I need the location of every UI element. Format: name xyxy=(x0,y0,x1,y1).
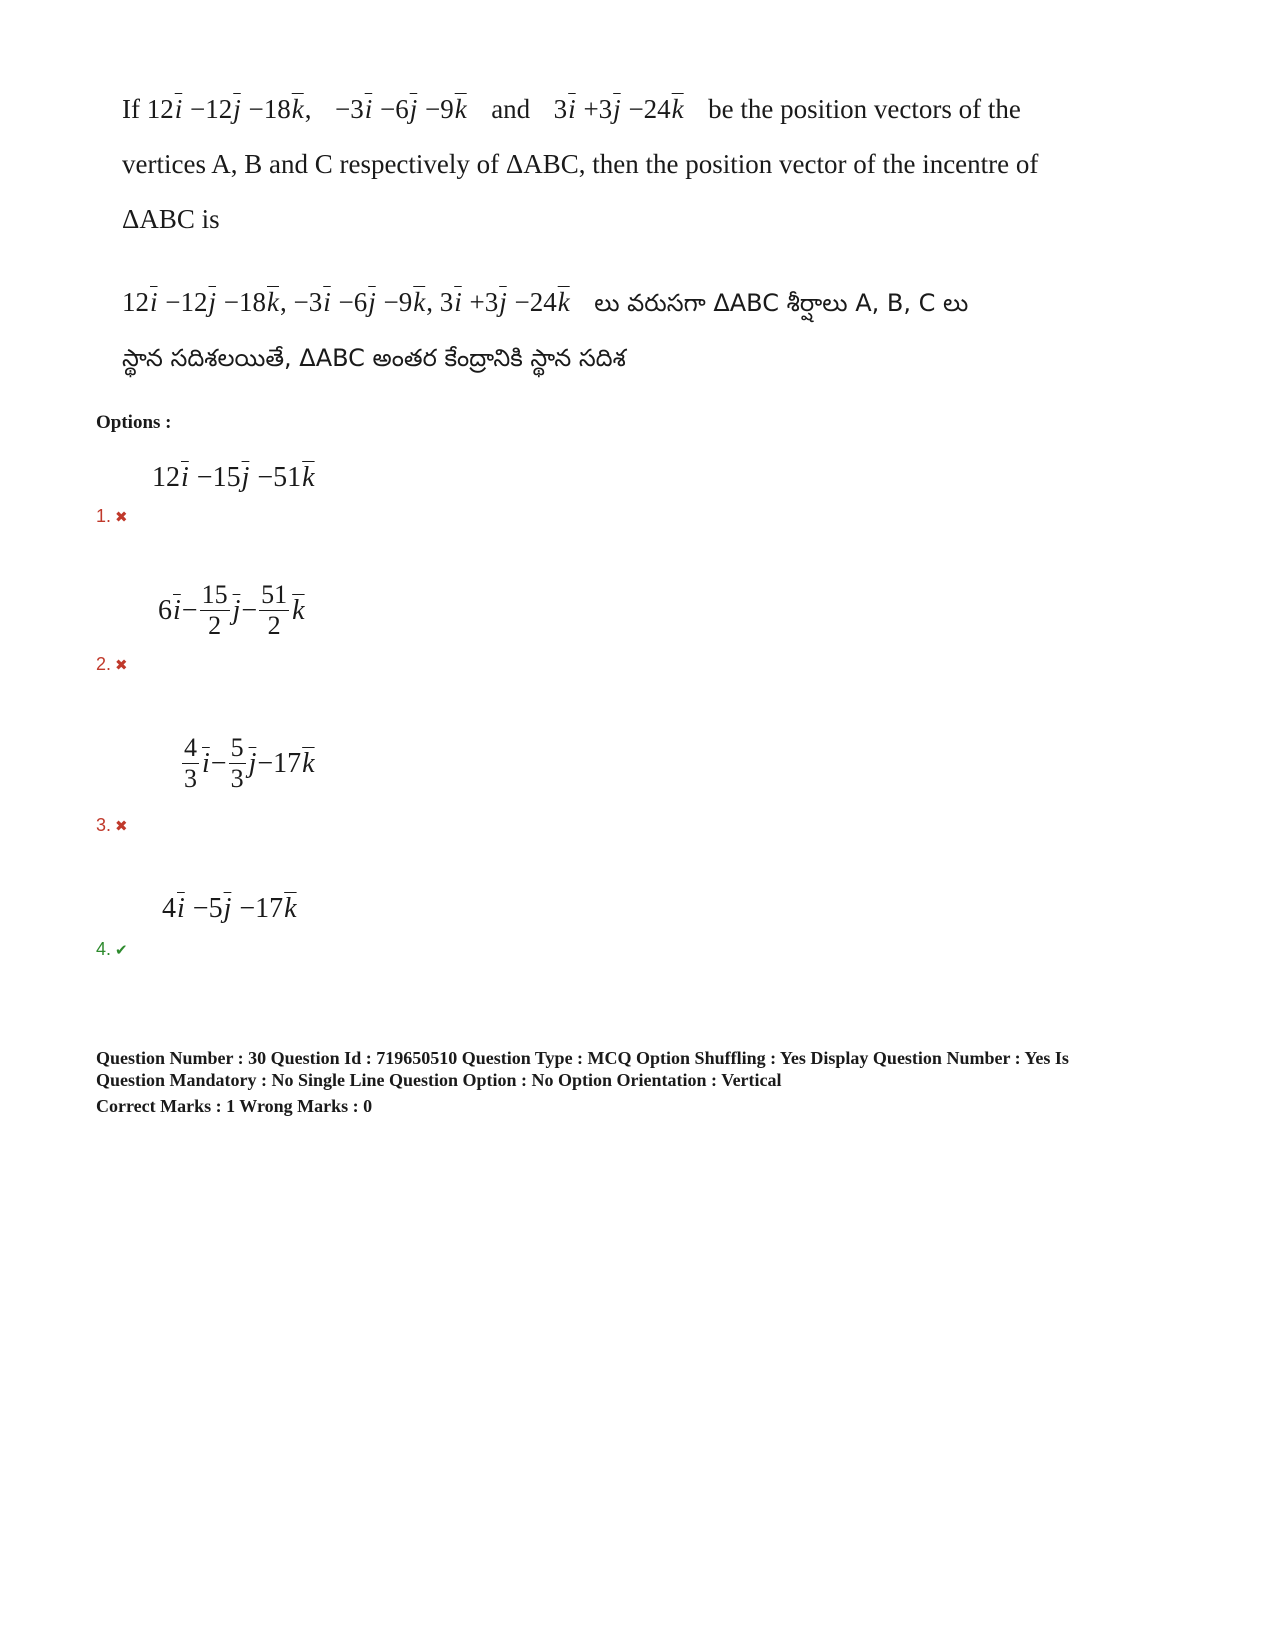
unit-k: $\overline{k}$ xyxy=(671,94,684,124)
coef: 3 xyxy=(553,94,568,124)
coef: −3 xyxy=(334,94,364,124)
option-number: 3. xyxy=(96,815,112,835)
question-metadata xyxy=(96,1047,1196,1117)
question-telugu-line-1 xyxy=(122,275,1162,331)
vector-a xyxy=(122,287,293,317)
unit-i: $\overline{i}$ xyxy=(364,94,373,124)
options-label: Options : xyxy=(96,412,172,433)
coef: −18 xyxy=(248,94,291,124)
fraction xyxy=(182,735,199,792)
coef: 3 xyxy=(439,287,454,317)
fraction xyxy=(229,735,246,792)
unit-i: $\overline{i}$ xyxy=(202,747,210,779)
coef: −24 xyxy=(628,94,671,124)
vector-c xyxy=(554,94,692,124)
unit-j: $\overline{j}$ xyxy=(241,462,250,493)
option-4-expression xyxy=(162,893,298,925)
option-4-number xyxy=(96,939,128,960)
option-1-number xyxy=(96,506,128,527)
numerator: 4 xyxy=(184,733,197,762)
coef: −6 xyxy=(379,94,409,124)
unit-k: $\overline{k}$ xyxy=(302,462,315,493)
option-3[interactable] xyxy=(96,735,696,845)
unit-i: $\overline{i}$ xyxy=(174,94,183,124)
unit-i: $\overline{i}$ xyxy=(150,287,158,317)
option-2-expression xyxy=(158,582,306,639)
unit-i: $\overline{i}$ xyxy=(177,893,185,924)
unit-k: $\overline{k}$ xyxy=(284,893,297,924)
unit-i: $\overline{i}$ xyxy=(323,287,331,317)
comma: , xyxy=(304,94,312,124)
question-english-line-2: vertices A, B and C respectively of ΔABC, then the position vector of the incentre of xyxy=(122,149,1039,179)
coef: 6 xyxy=(158,594,172,626)
cross-icon: ✖ xyxy=(115,508,128,526)
option-number: 1. xyxy=(96,506,112,526)
minus: − xyxy=(181,594,198,626)
option-3-expression xyxy=(180,735,316,792)
denominator: 3 xyxy=(230,764,244,793)
unit-k: $\overline{k}$ xyxy=(302,747,315,779)
coef: −12 xyxy=(165,287,208,317)
coef: +3 xyxy=(583,94,613,124)
coef: −18 xyxy=(223,287,266,317)
coef: −3 xyxy=(293,287,323,317)
cross-icon: ✖ xyxy=(115,817,128,835)
text-if: If xyxy=(122,94,140,124)
unit-k: $\overline{k}$ xyxy=(413,287,426,317)
unit-j: $\overline{j}$ xyxy=(499,287,507,317)
unit-j: $\overline{j}$ xyxy=(233,94,241,124)
option-4[interactable] xyxy=(96,893,696,973)
telugu-text: లు వరుసగా ΔABC శీర్షాలు A, B, C లు xyxy=(594,289,969,317)
numerator: 5 xyxy=(230,733,244,762)
unit-k: $\overline{k}$ xyxy=(267,287,279,317)
coef: −5 xyxy=(192,893,223,924)
comma: , xyxy=(426,287,433,317)
coef: −12 xyxy=(190,94,233,124)
option-1[interactable] xyxy=(96,462,696,532)
unit-i: $\overline{i}$ xyxy=(173,594,181,626)
denominator: 2 xyxy=(267,611,281,640)
marks-line: Correct Marks : 1 Wrong Marks : 0 xyxy=(96,1096,373,1116)
option-2[interactable] xyxy=(96,582,696,682)
coef: 12 xyxy=(152,462,180,493)
coef: −17 xyxy=(257,747,302,779)
coef: −51 xyxy=(257,462,302,493)
coef: 12 xyxy=(146,94,174,124)
unit-j: $\overline{j}$ xyxy=(232,594,241,626)
unit-k: $\overline{k}$ xyxy=(291,94,304,124)
unit-k: $\overline{k}$ xyxy=(292,594,305,626)
vector-b xyxy=(335,94,474,124)
vector-c xyxy=(440,287,578,317)
unit-j: $\overline{j}$ xyxy=(248,747,257,779)
metadata-line-1: Question Number : 30 Question Id : 719650510 Question Type : MCQ Option Shuffling : Yes Display Question Number : Yes Is xyxy=(96,1048,1069,1068)
unit-j: $\overline{j}$ xyxy=(613,94,621,124)
coef: −24 xyxy=(514,287,557,317)
unit-j: $\overline{j}$ xyxy=(208,287,217,317)
question-english-line-1 xyxy=(122,82,1162,137)
coef: 12 xyxy=(122,287,149,317)
minus: − xyxy=(210,747,227,779)
coef: −17 xyxy=(239,893,284,924)
vector-a xyxy=(147,94,318,124)
coef: −15 xyxy=(196,462,241,493)
metadata-line-2: Question Mandatory : No Single Line Question Option : No Option Orientation : Vertical xyxy=(96,1070,782,1090)
denominator: 3 xyxy=(184,764,197,793)
coef: +3 xyxy=(469,287,499,317)
comma: , xyxy=(279,287,287,317)
coef: −6 xyxy=(338,287,368,317)
option-3-number xyxy=(96,815,128,836)
text-and: and xyxy=(491,94,531,124)
question-telugu-line-2: స్థాన సదిశలయితే, ΔABC అంతర కేంద్రానికి స్థాన సదిశ xyxy=(122,344,626,372)
question-block xyxy=(122,82,1162,386)
unit-i: $\overline{i}$ xyxy=(454,287,462,317)
cross-icon: ✖ xyxy=(115,656,128,674)
unit-j: $\overline{j}$ xyxy=(409,94,418,124)
unit-k: $\overline{k}$ xyxy=(557,287,570,317)
denominator: 2 xyxy=(208,611,222,640)
text-suffix: be the position vectors of the xyxy=(708,94,1021,124)
check-icon: ✔ xyxy=(115,941,128,959)
unit-i: $\overline{i}$ xyxy=(181,462,189,493)
option-number: 4. xyxy=(96,939,112,959)
coef: 4 xyxy=(162,893,176,924)
unit-j: $\overline{j}$ xyxy=(223,893,232,924)
option-1-expression xyxy=(152,462,316,494)
fraction xyxy=(200,582,230,639)
vector-b xyxy=(293,287,439,317)
coef: −9 xyxy=(383,287,413,317)
numerator: 51 xyxy=(261,580,288,609)
option-2-number xyxy=(96,654,128,675)
unit-k: $\overline{k}$ xyxy=(454,94,467,124)
numerator: 15 xyxy=(201,580,228,609)
question-english-line-3: ΔABC is xyxy=(122,204,220,234)
minus: − xyxy=(241,594,258,626)
unit-j: $\overline{j}$ xyxy=(368,287,376,317)
fraction xyxy=(259,582,289,639)
option-number: 2. xyxy=(96,654,112,674)
coef: −9 xyxy=(424,94,454,124)
unit-i: $\overline{i}$ xyxy=(568,94,576,124)
